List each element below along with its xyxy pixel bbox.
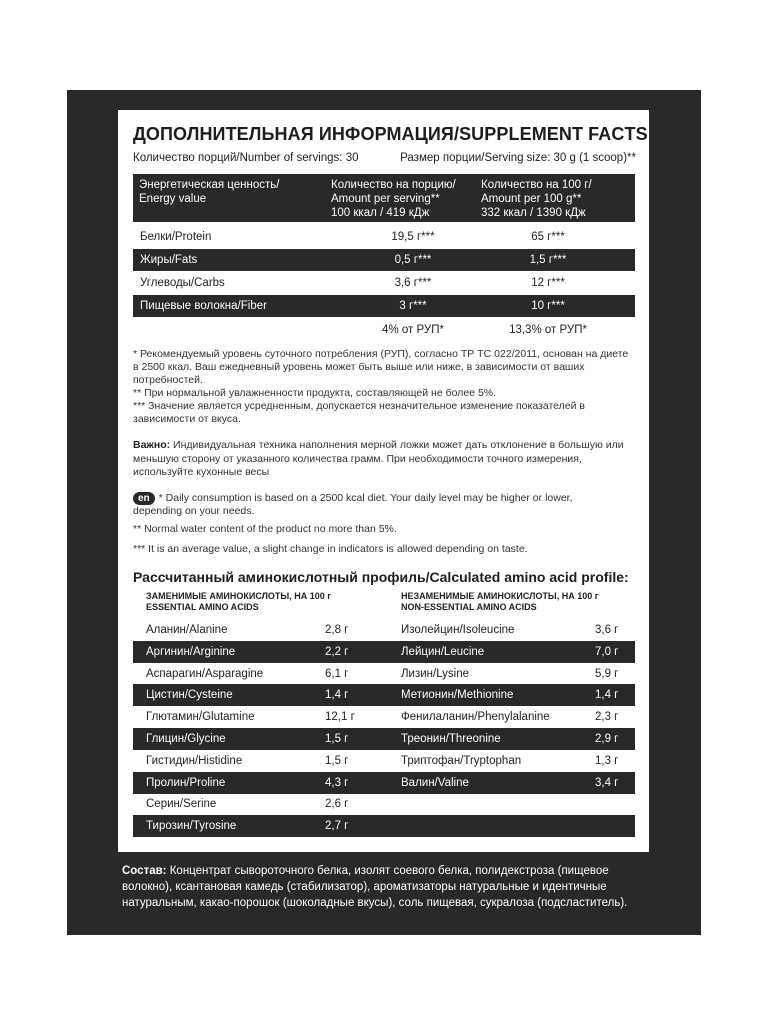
- amino-row: [133, 641, 635, 663]
- serving-size: Размер порции/Serving size: 30 g (1 scoop)**: [400, 152, 636, 164]
- nutrient-name: Пищевые волокна/Fiber: [140, 300, 267, 312]
- energy-col2-l1: Количество на 100 г/: [481, 179, 592, 191]
- important-label: Важно:: [133, 439, 171, 451]
- nutrient-per-100g: 12 г***: [531, 277, 565, 289]
- essential-amino-value: 2,7 г: [325, 820, 349, 833]
- essential-amino-name: Глютамин/Glutamine: [146, 711, 255, 724]
- nutrient-name: Жиры/Fats: [140, 254, 198, 266]
- non-essential-amino-name: Лизин/Lysine: [401, 667, 470, 680]
- nutrient-row-fiber: [133, 295, 635, 317]
- non-essential-amino-value: 2,9 г: [595, 733, 619, 745]
- amino-row: [133, 793, 635, 815]
- essential-amino-value: 2,8 г: [325, 624, 349, 636]
- essential-amino-name: Тирозин/Tyrosine: [146, 820, 237, 833]
- energy-per-100g: [481, 178, 592, 220]
- non-essential-amino-value: 7,0 г: [595, 645, 619, 658]
- non-essential-amino-name: Валин/Valine: [401, 776, 469, 789]
- non-essential-header-en: NON-ESSENTIAL AMINO ACIDS: [401, 602, 537, 612]
- nutrient-per-serving: 0,5 г***: [394, 254, 432, 266]
- energy-col2-l2: Amount per 100 g**: [481, 193, 582, 205]
- energy-per-serving: [331, 178, 456, 220]
- essential-amino-value: 6,1 г: [325, 667, 349, 680]
- non-essential-header-ru: НЕЗАМЕНИМЫЕ АМИНОКИСЛОТЫ, НА 100 г: [401, 591, 599, 601]
- amino-profile-title: Рассчитанный аминокислотный профиль/Calculated amino acid profile:: [133, 569, 629, 585]
- rup-per-serving: 4% от РУП*: [382, 324, 444, 336]
- non-essential-amino-value: 5,9 г: [595, 667, 619, 680]
- energy-header: [133, 174, 635, 222]
- essential-header-ru: ЗАМЕНИМЫЕ АМИНОКИСЛОТЫ, НА 100 г: [146, 591, 332, 601]
- non-essential-amino-name: Триптофан/Tryptophan: [401, 754, 522, 767]
- essential-amino-name: Глицин/Glycine: [146, 733, 226, 745]
- en-language-badge: en: [133, 492, 155, 505]
- footnote-3: *** Значение является усредненным, допускается незначительное изменение показателей в зависимости от вкуса.: [133, 400, 585, 425]
- nutrient-per-100g: 65 г***: [531, 231, 565, 243]
- nutrient-row-fats: [133, 249, 635, 271]
- supplement-facts-panel: [118, 110, 649, 852]
- energy-col1-l3: 100 ккал / 419 кДж: [331, 207, 430, 219]
- amino-row: [133, 772, 635, 794]
- composition-label: Состав:: [122, 865, 167, 877]
- nutrient-per-serving: 3,6 г***: [394, 277, 432, 289]
- essential-amino-value: 12,1 г: [325, 711, 355, 724]
- essential-amino-value: 1,5 г: [325, 733, 349, 745]
- important-note: [133, 439, 633, 480]
- rup-per-100g: 13,3% от РУП*: [509, 324, 587, 336]
- essential-amino-value: 1,5 г: [325, 754, 349, 767]
- amino-row: [133, 750, 635, 772]
- nutrient-row-carbs: [133, 272, 635, 294]
- essential-header: [146, 591, 331, 613]
- essential-amino-name: Серин/Serine: [146, 798, 217, 811]
- essential-amino-value: 2,6 г: [325, 798, 349, 811]
- non-essential-amino-name: Треонин/Threonine: [401, 733, 501, 745]
- nutrient-per-100g: 10 г***: [531, 300, 565, 312]
- composition: [122, 863, 642, 911]
- non-essential-amino-value: 2,3 г: [595, 711, 619, 724]
- non-essential-amino-value: 3,6 г: [595, 624, 619, 636]
- nutrient-per-100g: 1,5 г***: [529, 254, 567, 266]
- amino-row: [133, 706, 635, 728]
- en-footnote-2: ** Normal water content of the product no more than 5%.: [133, 523, 397, 535]
- essential-amino-name: Цистин/Cysteine: [146, 689, 233, 702]
- non-essential-amino-name: Изолейцин/Isoleucine: [401, 624, 515, 636]
- footnote-1: * Рекомендуемый уровень суточного потребления (РУП), согласно ТР ТС 022/2011, основан на диете в 2500 ккал. Ваш ежедневный уровень может быть выше или ниже, в зависимости от ваших потребностей.: [133, 348, 629, 386]
- non-essential-amino-value: 1,4 г: [595, 689, 619, 702]
- non-essential-header: [401, 591, 599, 613]
- nutrient-row-protein: [133, 226, 635, 248]
- essential-amino-name: Гистидин/Histidine: [146, 754, 243, 767]
- composition-text: Концентрат сывороточного белка, изолят соевого белка, полидекстроза (пищевое волокно), ксантановая камедь (стабилизатор), ароматизаторы натуральные и идентичные натуральным, какао-порошок (шоколадные вкусы), соль пищевая, сукралоза (подсластитель).: [122, 865, 628, 909]
- servings-count: Количество порций/Number of servings: 30: [133, 152, 359, 164]
- page-title: ДОПОЛНИТЕЛЬНАЯ ИНФОРМАЦИЯ/SUPPLEMENT FACTS: [133, 124, 648, 144]
- amino-row: [133, 815, 635, 837]
- non-essential-amino-name: Лейцин/Leucine: [401, 645, 485, 658]
- non-essential-amino-name: Фенилаланин/Phenylalanine: [401, 711, 550, 724]
- nutrient-per-serving: 3 г***: [399, 300, 427, 312]
- en-footnote-3: *** It is an average value, a slight change in indicators is allowed depending on taste.: [133, 543, 528, 555]
- essential-amino-value: 2,2 г: [325, 645, 349, 658]
- essential-amino-name: Аргинин/Arginine: [146, 645, 236, 658]
- en-footnote-1b: depending on your needs.: [133, 505, 255, 517]
- amino-row: [133, 728, 635, 750]
- important-text: Индивидуальная техника наполнения мерной ложки может дать отклонение в большую или меньшую сторону от указанного количества грамм. При необходимости точного измерения, используйте кухонные весы: [133, 439, 624, 478]
- essential-amino-value: 1,4 г: [325, 689, 349, 702]
- nutrient-name: Углеводы/Carbs: [140, 277, 225, 289]
- footnotes-ru: [133, 348, 633, 426]
- nutrient-name: Белки/Protein: [140, 231, 212, 243]
- energy-label-ru: Энергетическая ценность/: [139, 179, 280, 191]
- energy-col2-l3: 332 ккал / 1390 кДж: [481, 207, 586, 219]
- non-essential-amino-value: 1,3 г: [595, 754, 619, 767]
- energy-col1-l1: Количество на порцию/: [331, 179, 456, 191]
- essential-amino-name: Аланин/Alanine: [146, 624, 228, 636]
- energy-label: [139, 178, 279, 206]
- footnote-2: ** При нормальной увлажненности продукта, составляющей не более 5%.: [133, 387, 497, 399]
- non-essential-amino-value: 3,4 г: [595, 776, 619, 789]
- essential-header-en: ESSENTIAL AMINO ACIDS: [146, 602, 259, 612]
- amino-row: [133, 684, 635, 706]
- essential-amino-name: Аспарагин/Asparagine: [146, 667, 264, 680]
- nutrient-per-serving: 19,5 г***: [391, 231, 435, 243]
- en-footnote-1a: * Daily consumption is based on a 2500 kcal diet. Your daily level may be higher or lower,: [158, 492, 573, 504]
- footnotes-en: [133, 492, 633, 556]
- amino-row: [133, 619, 635, 641]
- non-essential-amino-name: Метионин/Methionine: [401, 689, 514, 702]
- essential-amino-value: 4,3 г: [325, 776, 349, 789]
- amino-row: [133, 663, 635, 685]
- energy-col1-l2: Amount per serving**: [331, 193, 440, 205]
- essential-amino-name: Пролин/Proline: [146, 776, 226, 789]
- energy-label-en: Energy value: [139, 193, 207, 205]
